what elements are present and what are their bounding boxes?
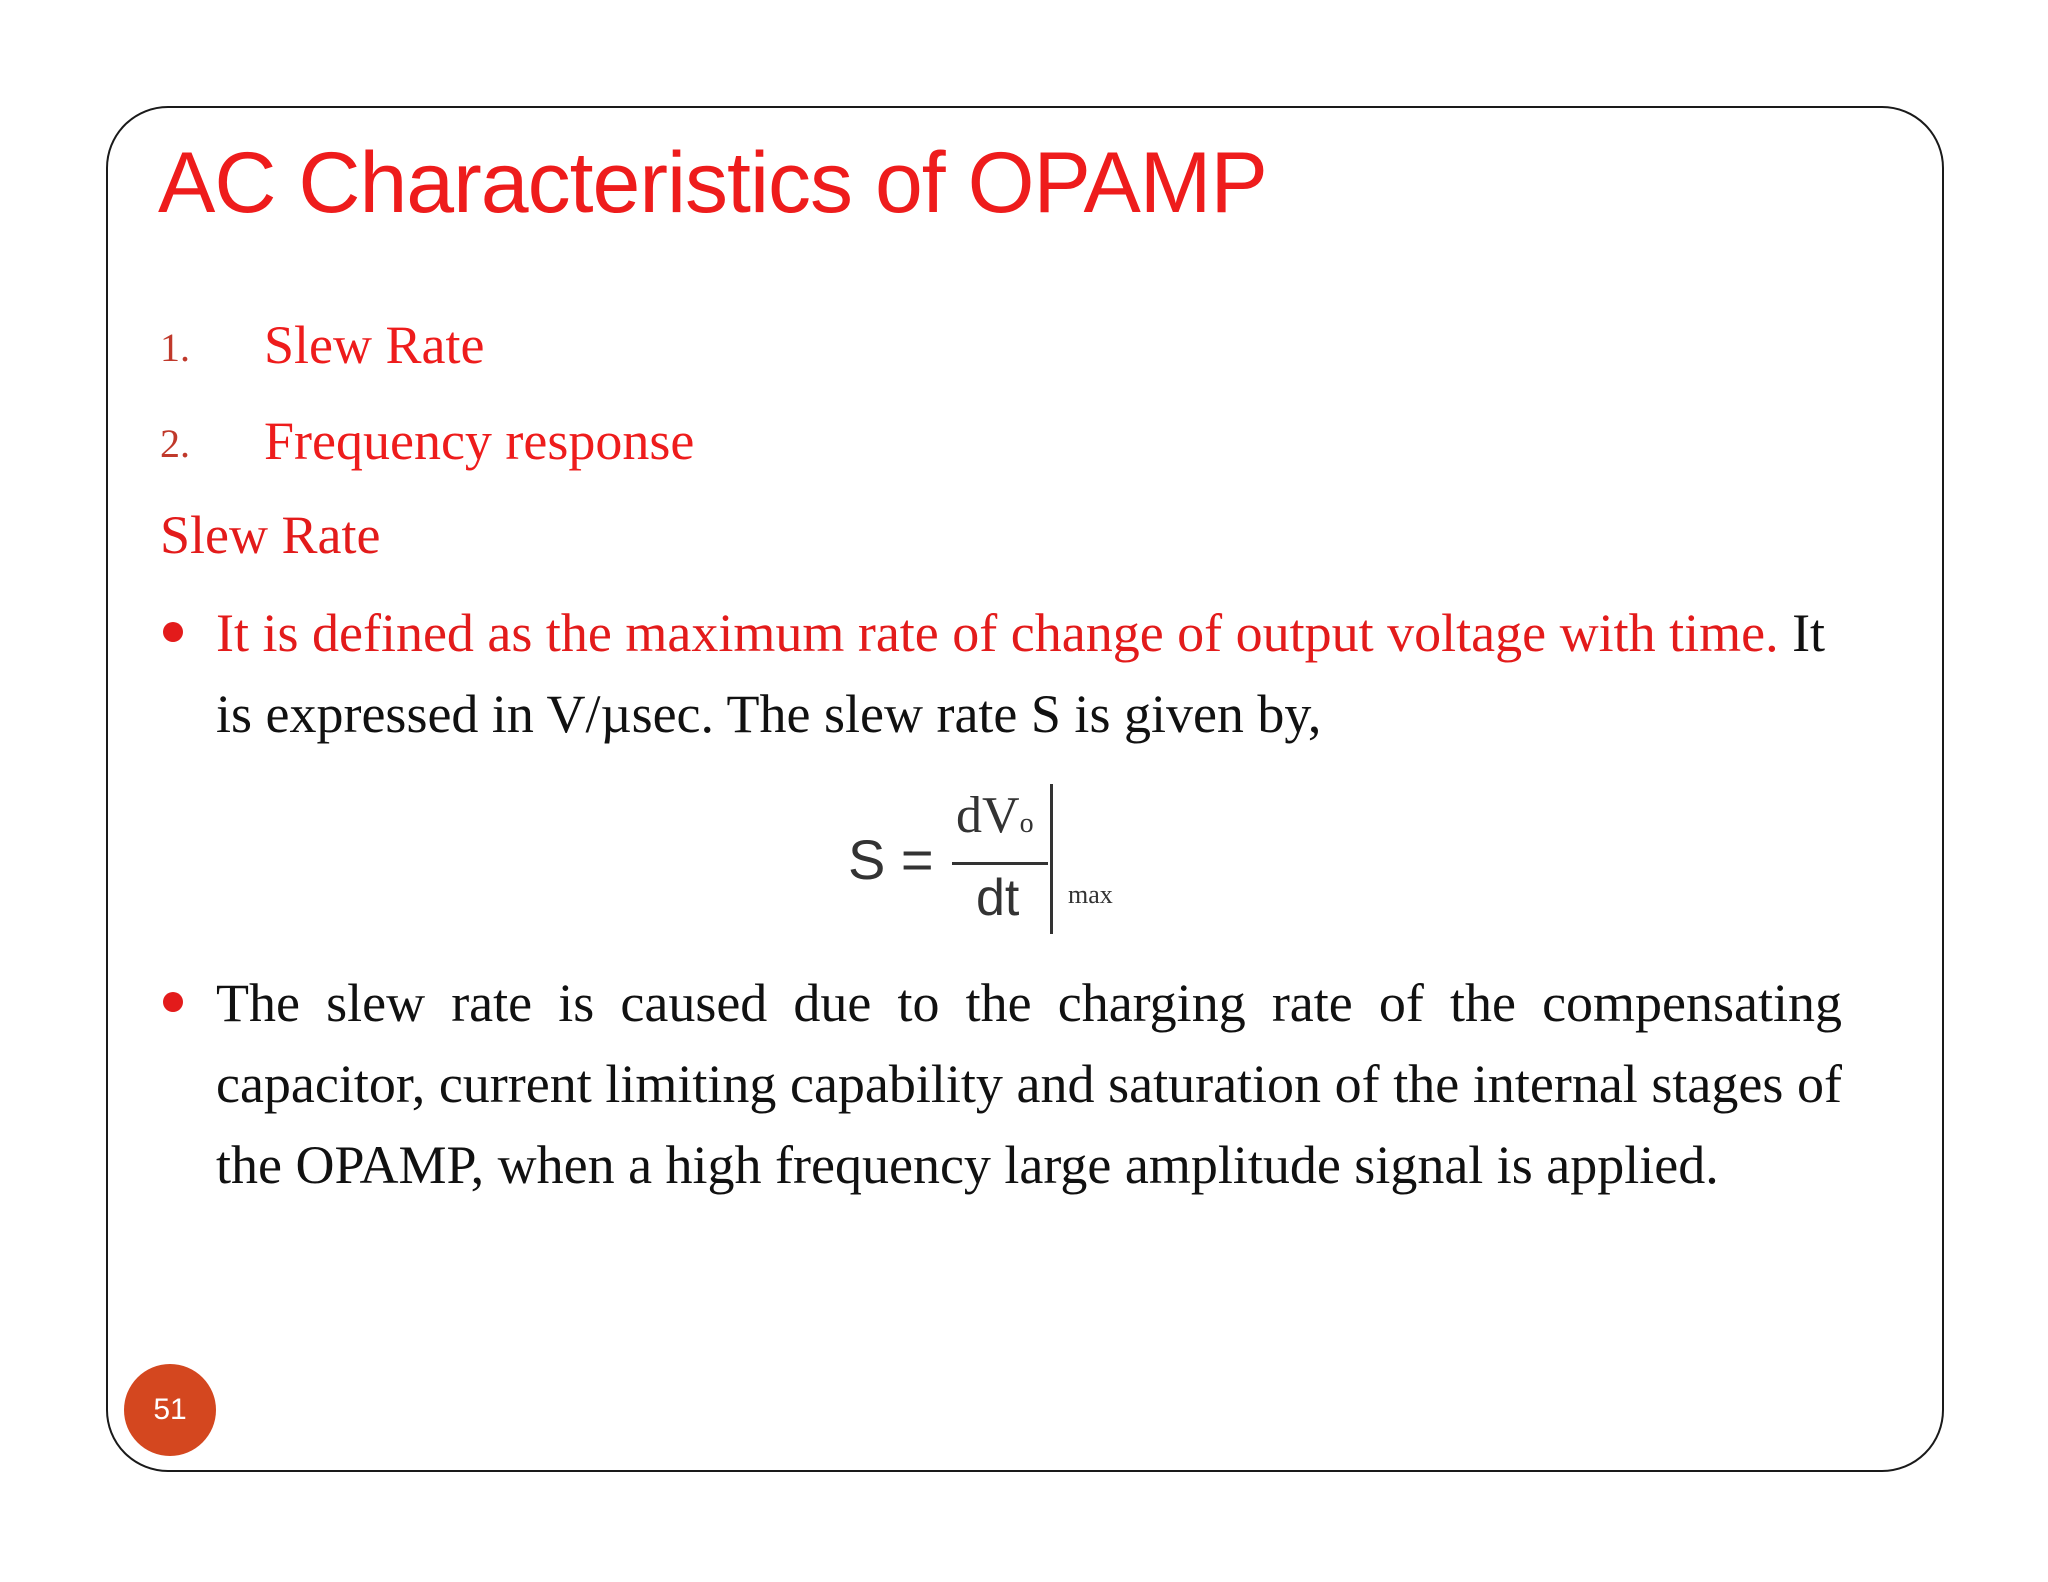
bullet-definition	[216, 593, 1846, 755]
formula-denominator: dt	[976, 869, 1020, 927]
bullet-cause: The slew rate is caused due to the charging rate of the compensating capacitor, current limiting capability and saturation of the internal stages of the OPAMP, when a high frequency large amplitude signal is applied.	[216, 973, 1842, 1195]
slide-title: AC Characteristics of OPAMP	[158, 135, 1267, 231]
evaluation-bar	[1050, 784, 1053, 934]
section-heading: Slew Rate	[160, 505, 381, 565]
numerator-subscript: o	[1019, 808, 1034, 839]
definition-text: It is defined as the maximum rate of change of output voltage with time.	[216, 603, 1779, 663]
formula-evaluation: max	[1068, 880, 1113, 909]
bullet-dot	[163, 622, 183, 642]
formula-numerator	[956, 787, 1034, 844]
item-label: Slew Rate	[264, 315, 485, 375]
formula-lhs: S =	[848, 828, 934, 891]
bullet-dot	[163, 992, 183, 1012]
fraction-line	[952, 862, 1048, 865]
slew-rate-formula	[848, 780, 1128, 950]
item-number: 1.	[160, 325, 190, 370]
numerator-text: dV	[956, 787, 1020, 844]
page-number-badge: 51	[124, 1364, 216, 1456]
item-label: Frequency response	[264, 411, 695, 471]
expression-text: It is expressed in V/µsec. The slew rate S is given by,	[216, 603, 1826, 744]
item-number: 2.	[160, 421, 190, 466]
